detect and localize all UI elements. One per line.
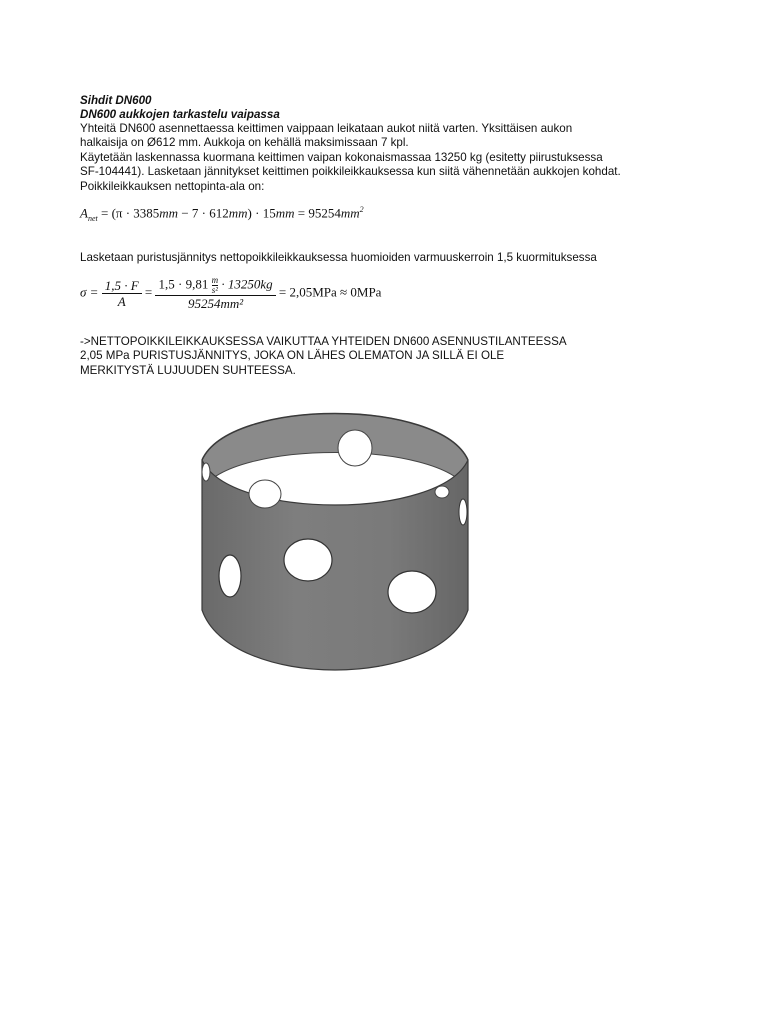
intro-line: Poikkileikkauksen nettopinta-ala on: bbox=[80, 179, 265, 193]
formula-unit: mm bbox=[159, 205, 179, 221]
intro-line: Käytetään laskennassa kuormana keittimen vaipan kokonaismassaa 13250 kg (esitetty piirustuksessa bbox=[80, 150, 603, 164]
formula-part: ) · 15 bbox=[247, 205, 276, 221]
formula-sup: 2 bbox=[359, 205, 364, 214]
cylinder-inner-wall bbox=[202, 414, 468, 491]
intro-line: halkaisija on Ø612 mm. Aukkoja on kehällä maksimissaan 7 kpl. bbox=[80, 136, 409, 150]
formula-part: = 95254 bbox=[294, 205, 341, 221]
hole-front-right bbox=[388, 571, 436, 613]
intro-paragraph bbox=[80, 122, 700, 194]
stress-intro-text bbox=[80, 251, 700, 265]
unit-m: m bbox=[211, 275, 219, 285]
fraction-1-numerator: 1,5 · F bbox=[102, 278, 142, 294]
hole-back-left bbox=[249, 480, 281, 508]
conclusion-line: 2,05 MPa PURISTUSJÄNNITYS, JOKA ON LÄHES OLEMATON JA SILLÄ EI OLE bbox=[80, 349, 505, 363]
fraction-1-denominator: A bbox=[117, 294, 126, 309]
fraction-2-num-b: · 13250kg bbox=[221, 276, 273, 292]
hole-back-edge-left bbox=[202, 463, 210, 481]
net-area-formula bbox=[80, 205, 364, 223]
fraction-2-denominator: 95254mm² bbox=[187, 296, 244, 311]
fraction-2-numerator bbox=[155, 276, 275, 296]
formula-part: − 7 · 612 bbox=[178, 205, 229, 221]
formula-part: = (π · 3385 bbox=[100, 205, 160, 221]
formula-lhs-sub: net bbox=[87, 213, 98, 223]
stress-formula bbox=[80, 276, 480, 322]
cylinder-illustration bbox=[190, 400, 480, 690]
formula-unit: mm bbox=[228, 205, 248, 221]
perforated-cylinder-shell-icon bbox=[190, 400, 480, 690]
document-title: Sihdit DN600 bbox=[80, 94, 152, 107]
formula-unit: mm bbox=[340, 205, 360, 221]
fraction-1 bbox=[102, 278, 142, 309]
heading bbox=[80, 94, 700, 123]
intro-line: Yhteitä DN600 asennettaessa keittimen vaippaan leikataan aukot niitä varten. Yksittäisen aukon bbox=[80, 122, 573, 135]
document-subtitle: DN600 aukkojen tarkastelu vaipassa bbox=[80, 108, 280, 122]
conclusion-paragraph bbox=[80, 335, 700, 378]
conclusion-line: ->NETTOPOIKKILEIKKAUKSESSA VAIKUTTAA YHTEIDEN DN600 ASENNUSTILANTEESSA bbox=[80, 335, 567, 348]
hole-front-left-low bbox=[219, 555, 241, 597]
formula-lhs: A bbox=[80, 205, 88, 221]
stress-intro-line: Lasketaan puristusjännitys nettopoikkileikkauksessa huomioiden varmuuskerroin 1,5 kuormituksessa bbox=[80, 251, 597, 264]
hole-front-edge-right bbox=[459, 499, 467, 525]
unit-fraction-m-s2 bbox=[212, 276, 219, 295]
hole-front-left-high bbox=[284, 539, 332, 581]
fraction-2-num-a: 1,5 · 9,81 bbox=[158, 276, 209, 292]
hole-back-top bbox=[338, 430, 372, 466]
hole-back-edge-right bbox=[435, 486, 449, 498]
sigma-symbol: σ = bbox=[80, 284, 99, 300]
conclusion-line: MERKITYSTÄ LUJUUDEN SUHTEESSA. bbox=[80, 363, 296, 377]
formula-unit: mm bbox=[275, 205, 295, 221]
fraction-2 bbox=[155, 276, 275, 311]
cylinder-outer-shell bbox=[202, 460, 468, 670]
stress-result: = 2,05MPa ≈ 0MPa bbox=[278, 284, 382, 300]
unit-s2: s² bbox=[211, 285, 218, 295]
equals-sign: = bbox=[144, 284, 153, 300]
intro-line: SF-104441). Lasketaan jännitykset keittimen poikkileikkauksessa kun siitä vähennetään aukkojen kohdat. bbox=[80, 165, 621, 179]
